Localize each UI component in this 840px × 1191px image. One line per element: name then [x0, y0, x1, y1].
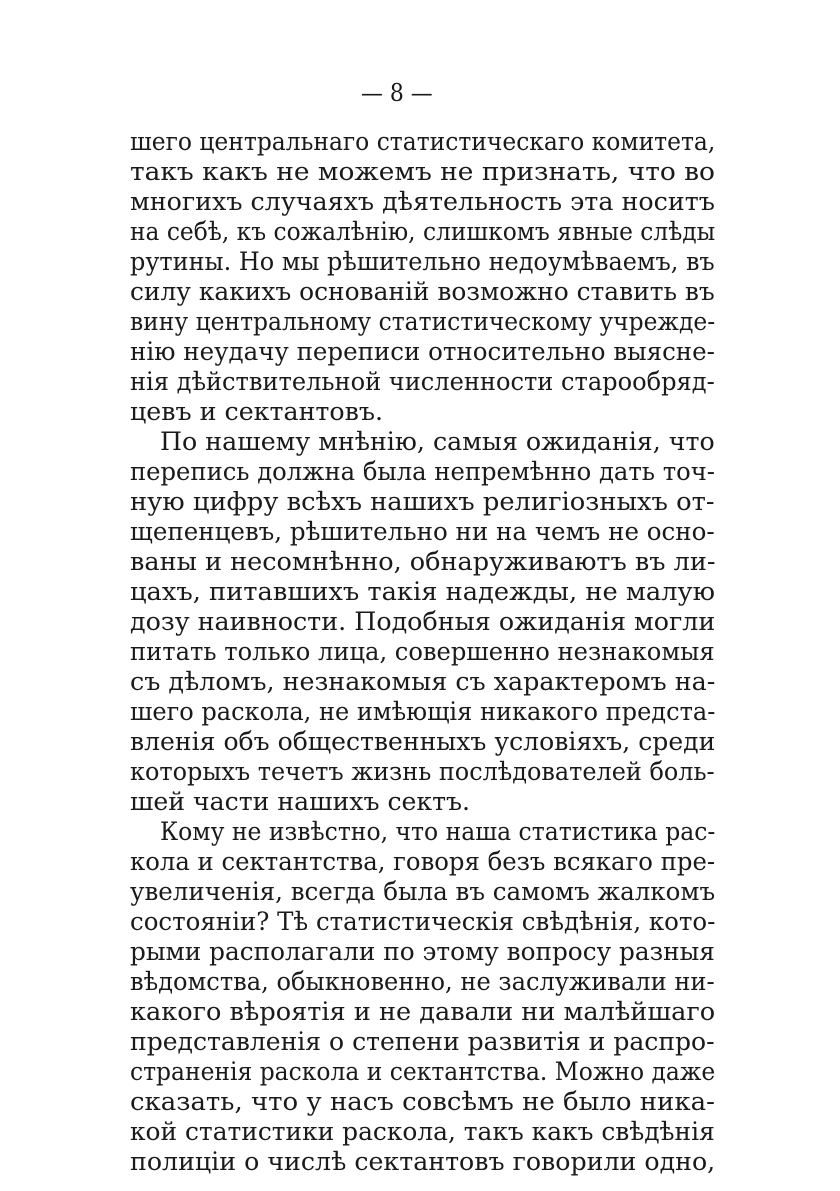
- text-line: нія дѣйствительной численности старообряд-: [130, 367, 715, 396]
- text-line: По нашему мнѣнію, самыя ожиданія, что: [160, 427, 715, 456]
- text-line: вленія объ общественныхъ условіяхъ, среди: [130, 727, 716, 756]
- text-line: ваны и несомнѣнно, обнаруживаютъ въ ли-: [130, 547, 716, 576]
- text-line: рыми располагали по этому вопросу разныя: [130, 937, 715, 966]
- text-line: перепись должна была непремѣнно дать точ-: [130, 457, 715, 486]
- text-line: состояніи? Тѣ статистическія свѣдѣнія, кото-: [130, 907, 716, 936]
- text-line: ную цифру всѣхъ нашихъ религіозныхъ от-: [130, 487, 715, 516]
- text-line: на себѣ, къ сожалѣнію, слишкомъ явные слѣды: [130, 217, 716, 246]
- text-line: полиціи о числѣ сектантовъ говорили одно,: [130, 1147, 716, 1176]
- text-line: питать только лица, совершенно незнакомыя: [130, 637, 715, 666]
- text-line: цахъ, питавшихъ такія надежды, не малую: [130, 577, 716, 606]
- text-line: многихъ случаяхъ дѣятельность эта носитъ: [130, 187, 715, 216]
- text-line: страненія раскола и сектантства. Можно даже: [130, 1057, 716, 1086]
- text-line: шего раскола, не имѣющія никакого предста-: [130, 697, 716, 726]
- text-line: кола и сектантства, говоря безъ всякаго пре-: [130, 847, 716, 876]
- text-line: такъ какъ не можемъ не признать, что во: [130, 157, 715, 186]
- text-line: вѣдомства, обыкновенно, не заслуживали ни-: [130, 967, 715, 996]
- text-line: рутины. Но мы рѣшительно недоумѣваемъ, въ: [130, 247, 715, 276]
- text-line: цевъ и сектантовъ.: [130, 397, 384, 426]
- text-line: кой статистики раскола, такъ какъ свѣдѣнія: [130, 1117, 715, 1146]
- text-line: Кому не извѣстно, что наша статистика рас-: [160, 817, 716, 846]
- text-line: шей части нашихъ сектъ.: [130, 787, 471, 816]
- text-line: какого вѣроятія и не давали ни малѣйшаго: [130, 997, 716, 1026]
- page-number: — 8 —: [361, 79, 433, 107]
- text-line: дозу наивности. Подобныя ожиданія могли: [130, 607, 716, 636]
- text-line: представленія о степени развитія и распро-: [130, 1027, 715, 1056]
- text-line: сказать, что у насъ совсѣмъ не было ника-: [130, 1087, 715, 1116]
- text-line: увеличенія, всегда была въ самомъ жалкомъ: [130, 877, 716, 906]
- text-line: шего центральнаго статистическаго комитета,: [130, 127, 716, 156]
- text-line: съ дѣломъ, незнакомыя съ характеромъ на-: [130, 667, 716, 696]
- text-line: которыхъ течетъ жизнь послѣдователей боль-: [130, 757, 715, 786]
- text-line: вину центральному статистическому учрежде-: [130, 307, 716, 336]
- text-line: силу какихъ основаній возможно ставить въ: [130, 277, 715, 306]
- text-line: нію неудачу переписи относительно выясне-: [130, 337, 715, 366]
- text-line: щепенцевъ, рѣшительно ни на чемъ не осно-: [130, 517, 715, 546]
